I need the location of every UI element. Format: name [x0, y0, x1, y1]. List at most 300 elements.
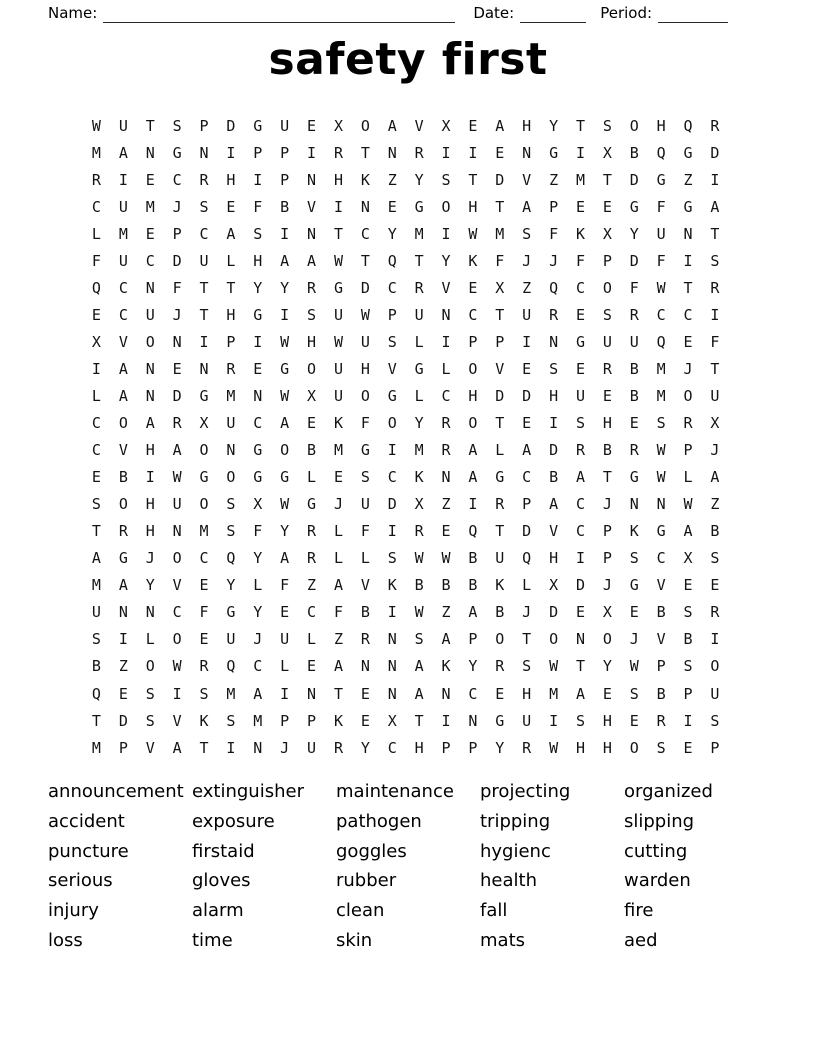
grid-letter: M	[91, 143, 101, 162]
grid-letter: V	[387, 359, 397, 378]
grid-letter: T	[145, 116, 155, 135]
grid-letter: A	[683, 522, 693, 541]
grid-letter: M	[226, 684, 236, 703]
grid-letter: S	[172, 116, 182, 135]
grid-letter: Y	[360, 738, 370, 757]
grid-letter: Q	[226, 549, 236, 568]
grid-letter: E	[575, 197, 585, 216]
grid-letter: U	[333, 386, 343, 405]
grid-letter: A	[91, 549, 101, 568]
grid-letter: A	[468, 603, 478, 622]
grid-letter: A	[280, 549, 290, 568]
grid-letter: K	[387, 576, 397, 595]
grid-letter: U	[360, 495, 370, 514]
grid-letter: H	[575, 738, 585, 757]
puzzle-title: safety first	[268, 34, 548, 85]
word-list-item: extinguisher	[192, 781, 304, 802]
grid-letter: J	[172, 197, 182, 216]
grid-letter: N	[549, 332, 559, 351]
grid-letter: E	[307, 657, 317, 676]
grid-letter: J	[522, 251, 532, 270]
grid-letter: C	[118, 305, 128, 324]
grid-letter: X	[387, 711, 397, 730]
grid-letter: N	[629, 495, 639, 514]
grid-letter: K	[333, 711, 343, 730]
grid-letter: G	[199, 386, 209, 405]
word-list-column	[624, 777, 768, 956]
grid-letter: O	[145, 657, 155, 676]
grid-letter: L	[280, 657, 290, 676]
grid-letter: H	[145, 441, 155, 460]
grid-letter: A	[118, 359, 128, 378]
grid-letter: H	[522, 684, 532, 703]
grid-letter: E	[495, 684, 505, 703]
grid-letter: T	[333, 684, 343, 703]
grid-letter: R	[710, 278, 720, 297]
grid-letter: L	[522, 576, 532, 595]
grid-letter: R	[602, 359, 612, 378]
word-list-item: accident	[48, 810, 125, 832]
grid-letter: T	[414, 711, 424, 730]
word-list-item: fire	[624, 900, 654, 922]
grid-letter: M	[656, 359, 666, 378]
grid-letter: I	[307, 143, 317, 162]
grid-letter: F	[710, 332, 720, 351]
word-list-item: hygienc	[480, 840, 551, 862]
grid-letter: J	[280, 738, 290, 757]
grid-letter: G	[629, 576, 639, 595]
grid-letter: I	[199, 332, 209, 351]
grid-letter: B	[91, 657, 101, 676]
grid-letter: M	[656, 386, 666, 405]
grid-letter: N	[360, 197, 370, 216]
grid-letter: V	[118, 332, 128, 351]
grid-letter: A	[226, 224, 236, 243]
grid-letter: T	[91, 711, 101, 730]
grid-letter: S	[629, 684, 639, 703]
grid-letter: N	[145, 386, 155, 405]
grid-letter: D	[522, 522, 532, 541]
grid-letter: R	[307, 549, 317, 568]
grid-letter: Q	[91, 278, 101, 297]
word-list	[48, 777, 768, 956]
grid-letter: O	[360, 116, 370, 135]
grid-letter: I	[441, 143, 451, 162]
grid-letter: I	[280, 224, 290, 243]
grid-letter: M	[414, 441, 424, 460]
grid-letter: J	[683, 359, 693, 378]
grid-letter: F	[91, 251, 101, 270]
grid-letter: Q	[522, 549, 532, 568]
grid-letter: Y	[414, 414, 424, 433]
grid-letter: O	[710, 657, 720, 676]
word-list-item: tripping	[480, 810, 551, 832]
grid-letter: W	[414, 603, 424, 622]
grid-letter: H	[253, 251, 263, 270]
grid-letter: T	[91, 522, 101, 541]
grid-letter: T	[495, 197, 505, 216]
grid-letter: C	[91, 441, 101, 460]
grid-letter: A	[414, 684, 424, 703]
grid-letter: I	[387, 603, 397, 622]
grid-letter: G	[280, 359, 290, 378]
grid-letter: Z	[118, 657, 128, 676]
grid-letter: W	[549, 738, 559, 757]
word-list-column	[336, 777, 480, 956]
grid-letter: B	[468, 549, 478, 568]
grid-letter: E	[575, 305, 585, 324]
grid-letter: P	[118, 738, 128, 757]
grid-letter: E	[468, 116, 478, 135]
grid-letter: U	[333, 359, 343, 378]
grid-letter: S	[307, 305, 317, 324]
grid-letter: N	[441, 684, 451, 703]
grid-letter: N	[656, 495, 666, 514]
grid-letter: I	[333, 197, 343, 216]
grid-letter: G	[656, 170, 666, 189]
name-blank-line	[103, 6, 455, 23]
grid-letter: R	[441, 441, 451, 460]
grid-letter: C	[575, 278, 585, 297]
grid-letter: R	[172, 414, 182, 433]
grid-letter: C	[387, 468, 397, 487]
grid-letter: M	[91, 738, 101, 757]
grid-letter: F	[253, 522, 263, 541]
grid-letter: J	[145, 549, 155, 568]
grid-letter: E	[360, 711, 370, 730]
grid-letter: G	[549, 143, 559, 162]
grid-letter: F	[360, 522, 370, 541]
grid-letter: L	[414, 386, 424, 405]
grid-letter: Y	[280, 278, 290, 297]
word-list-item: organized	[624, 781, 713, 802]
grid-letter: E	[145, 170, 155, 189]
grid-letter: R	[333, 738, 343, 757]
grid-letter: P	[441, 738, 451, 757]
grid-letter: G	[118, 549, 128, 568]
grid-letter: D	[549, 441, 559, 460]
period-blank-line	[658, 6, 728, 23]
grid-letter: Z	[522, 278, 532, 297]
grid-letter: I	[253, 170, 263, 189]
grid-letter: P	[307, 711, 317, 730]
grid-letter: S	[360, 468, 370, 487]
grid-letter: K	[575, 224, 585, 243]
grid-letter: B	[629, 359, 639, 378]
grid-letter: R	[710, 116, 720, 135]
grid-letter: R	[495, 495, 505, 514]
grid-letter: X	[710, 414, 720, 433]
grid-letter: Z	[387, 170, 397, 189]
grid-letter: E	[280, 603, 290, 622]
grid-letter: T	[199, 738, 209, 757]
grid-letter: U	[360, 332, 370, 351]
grid-letter: O	[468, 414, 478, 433]
grid-letter: D	[495, 386, 505, 405]
grid-letter: W	[91, 116, 101, 135]
grid-letter: S	[522, 224, 532, 243]
grid-letter: A	[118, 576, 128, 595]
word-list-item: mats	[480, 929, 525, 951]
grid-letter: S	[602, 305, 612, 324]
grid-letter: T	[710, 224, 720, 243]
grid-letter: T	[360, 143, 370, 162]
grid-letter: I	[468, 495, 478, 514]
grid-letter: Z	[549, 170, 559, 189]
grid-letter: P	[199, 116, 209, 135]
grid-letter: B	[683, 630, 693, 649]
word-list-item: skin	[336, 929, 373, 951]
word-list-item: firstaid	[192, 840, 255, 862]
grid-letter: C	[199, 549, 209, 568]
grid-letter: F	[656, 197, 666, 216]
grid-letter: E	[575, 359, 585, 378]
word-list-item: projecting	[480, 781, 571, 802]
grid-letter: S	[199, 684, 209, 703]
grid-letter: I	[387, 522, 397, 541]
word-list-item: alarm	[192, 900, 244, 922]
grid-letter: E	[629, 711, 639, 730]
grid-letter: E	[145, 224, 155, 243]
word-list-item: rubber	[336, 870, 397, 892]
grid-letter: U	[280, 116, 290, 135]
grid-letter: E	[629, 414, 639, 433]
grid-letter: H	[522, 116, 532, 135]
grid-letter: N	[307, 224, 317, 243]
grid-letter: O	[199, 441, 209, 460]
grid-letter: C	[172, 170, 182, 189]
grid-letter: P	[602, 549, 612, 568]
grid-letter: D	[495, 170, 505, 189]
grid-letter: V	[656, 630, 666, 649]
grid-letter: R	[360, 630, 370, 649]
grid-letter: O	[629, 738, 639, 757]
grid-letter: O	[683, 386, 693, 405]
grid-letter: N	[199, 359, 209, 378]
grid-letter: V	[441, 278, 451, 297]
word-list-item: announcement	[48, 781, 184, 802]
grid-letter: I	[441, 711, 451, 730]
grid-letter: E	[91, 305, 101, 324]
grid-letter: I	[145, 468, 155, 487]
grid-letter: J	[549, 251, 559, 270]
grid-letter: Y	[602, 657, 612, 676]
grid-letter: L	[495, 441, 505, 460]
grid-letter: C	[199, 224, 209, 243]
grid-letter: P	[280, 170, 290, 189]
word-list-item: fall	[480, 900, 508, 922]
grid-letter: U	[414, 305, 424, 324]
grid-letter: L	[307, 630, 317, 649]
grid-letter: U	[333, 305, 343, 324]
grid-letter: U	[522, 305, 532, 324]
grid-letter: P	[602, 522, 612, 541]
grid-letter: V	[414, 116, 424, 135]
grid-letter: H	[307, 332, 317, 351]
grid-letter: N	[441, 305, 451, 324]
grid-letter: G	[575, 332, 585, 351]
grid-letter: B	[118, 468, 128, 487]
grid-letter: D	[522, 386, 532, 405]
grid-letter: B	[307, 441, 317, 460]
grid-letter: U	[629, 332, 639, 351]
grid-letter: N	[118, 603, 128, 622]
grid-letter: T	[522, 630, 532, 649]
grid-letter: V	[172, 576, 182, 595]
grid-letter: S	[710, 711, 720, 730]
grid-letter: R	[414, 143, 424, 162]
grid-letter: M	[145, 197, 155, 216]
grid-letter: J	[172, 305, 182, 324]
grid-letter: S	[145, 684, 155, 703]
grid-letter: V	[656, 576, 666, 595]
grid-letter: C	[253, 657, 263, 676]
grid-letter: D	[710, 143, 720, 162]
grid-letter: J	[629, 630, 639, 649]
grid-letter: L	[307, 468, 317, 487]
grid-letter: P	[710, 738, 720, 757]
grid-letter: Q	[387, 251, 397, 270]
grid-letter: W	[280, 332, 290, 351]
grid-letter: Z	[307, 576, 317, 595]
grid-letter: S	[629, 549, 639, 568]
grid-letter: E	[683, 576, 693, 595]
grid-letter: L	[91, 386, 101, 405]
grid-letter: N	[145, 278, 155, 297]
grid-letter: H	[145, 522, 155, 541]
grid-letter: T	[199, 278, 209, 297]
grid-letter: I	[91, 359, 101, 378]
grid-letter: F	[549, 224, 559, 243]
grid-letter: G	[414, 197, 424, 216]
grid-letter: G	[629, 468, 639, 487]
grid-letter: R	[414, 522, 424, 541]
grid-letter: B	[414, 576, 424, 595]
grid-letter: M	[414, 224, 424, 243]
grid-letter: C	[145, 251, 155, 270]
grid-letter: F	[280, 576, 290, 595]
grid-letter: I	[710, 305, 720, 324]
grid-letter: U	[118, 197, 128, 216]
grid-letter: B	[441, 576, 451, 595]
grid-letter: C	[387, 738, 397, 757]
grid-letter: A	[414, 657, 424, 676]
grid-letter: W	[360, 305, 370, 324]
grid-letter: T	[495, 522, 505, 541]
grid-letter: O	[441, 197, 451, 216]
grid-letter: O	[145, 332, 155, 351]
period-label: Period:	[600, 4, 653, 22]
grid-letter: Y	[253, 603, 263, 622]
grid-letter: Q	[91, 684, 101, 703]
grid-letter: X	[307, 386, 317, 405]
grid-letter: V	[522, 170, 532, 189]
grid-letter: X	[91, 332, 101, 351]
word-list-item: clean	[336, 900, 385, 922]
grid-letter: F	[656, 251, 666, 270]
grid-letter: B	[656, 603, 666, 622]
grid-letter: E	[495, 143, 505, 162]
grid-letter: H	[549, 549, 559, 568]
grid-letter: M	[199, 522, 209, 541]
grid-letter: H	[602, 414, 612, 433]
grid-letter: H	[145, 495, 155, 514]
grid-letter: O	[226, 468, 236, 487]
grid-letter: I	[549, 711, 559, 730]
grid-letter: P	[683, 441, 693, 460]
grid-letter: E	[522, 414, 532, 433]
grid-letter: N	[441, 468, 451, 487]
grid-letter: S	[387, 549, 397, 568]
grid-letter: J	[602, 576, 612, 595]
grid-letter: A	[522, 197, 532, 216]
grid-letter: Y	[226, 576, 236, 595]
grid-letter: G	[495, 468, 505, 487]
grid-letter: A	[495, 116, 505, 135]
word-list-item: loss	[48, 929, 83, 951]
grid-letter: P	[549, 197, 559, 216]
grid-letter: G	[414, 359, 424, 378]
grid-letter: I	[253, 332, 263, 351]
grid-letter: A	[172, 738, 182, 757]
grid-letter: R	[307, 522, 317, 541]
word-search-grid	[83, 112, 728, 761]
grid-letter: X	[549, 576, 559, 595]
grid-letter: U	[656, 224, 666, 243]
worksheet-header	[48, 3, 768, 23]
grid-letter: S	[226, 711, 236, 730]
grid-letter: C	[656, 305, 666, 324]
grid-letter: X	[253, 495, 263, 514]
grid-letter: K	[629, 522, 639, 541]
grid-letter: F	[253, 197, 263, 216]
grid-letter: C	[91, 197, 101, 216]
grid-letter: E	[575, 603, 585, 622]
grid-letter: I	[172, 684, 182, 703]
grid-letter: C	[656, 549, 666, 568]
grid-letter: R	[683, 414, 693, 433]
grid-letter: A	[387, 116, 397, 135]
grid-letter: R	[629, 305, 639, 324]
grid-letter: N	[307, 170, 317, 189]
grid-letter: Y	[253, 278, 263, 297]
grid-letter: E	[360, 684, 370, 703]
grid-letter: F	[575, 251, 585, 270]
grid-letter: G	[253, 305, 263, 324]
grid-letter: O	[387, 414, 397, 433]
grid-letter: S	[710, 549, 720, 568]
grid-letter: G	[360, 441, 370, 460]
grid-letter: A	[441, 630, 451, 649]
grid-letter: W	[656, 441, 666, 460]
grid-letter: N	[522, 143, 532, 162]
grid-letter: P	[468, 630, 478, 649]
grid-letter: P	[522, 495, 532, 514]
grid-letter: N	[575, 630, 585, 649]
grid-letter: W	[280, 495, 290, 514]
grid-letter: N	[199, 143, 209, 162]
grid-letter: Y	[468, 657, 478, 676]
grid-letter: S	[91, 495, 101, 514]
grid-letter: G	[172, 143, 182, 162]
grid-letter: E	[172, 359, 182, 378]
grid-letter: N	[468, 711, 478, 730]
grid-letter: Q	[656, 332, 666, 351]
grid-letter: S	[414, 630, 424, 649]
grid-letter: O	[549, 630, 559, 649]
grid-letter: R	[495, 657, 505, 676]
grid-letter: O	[280, 441, 290, 460]
